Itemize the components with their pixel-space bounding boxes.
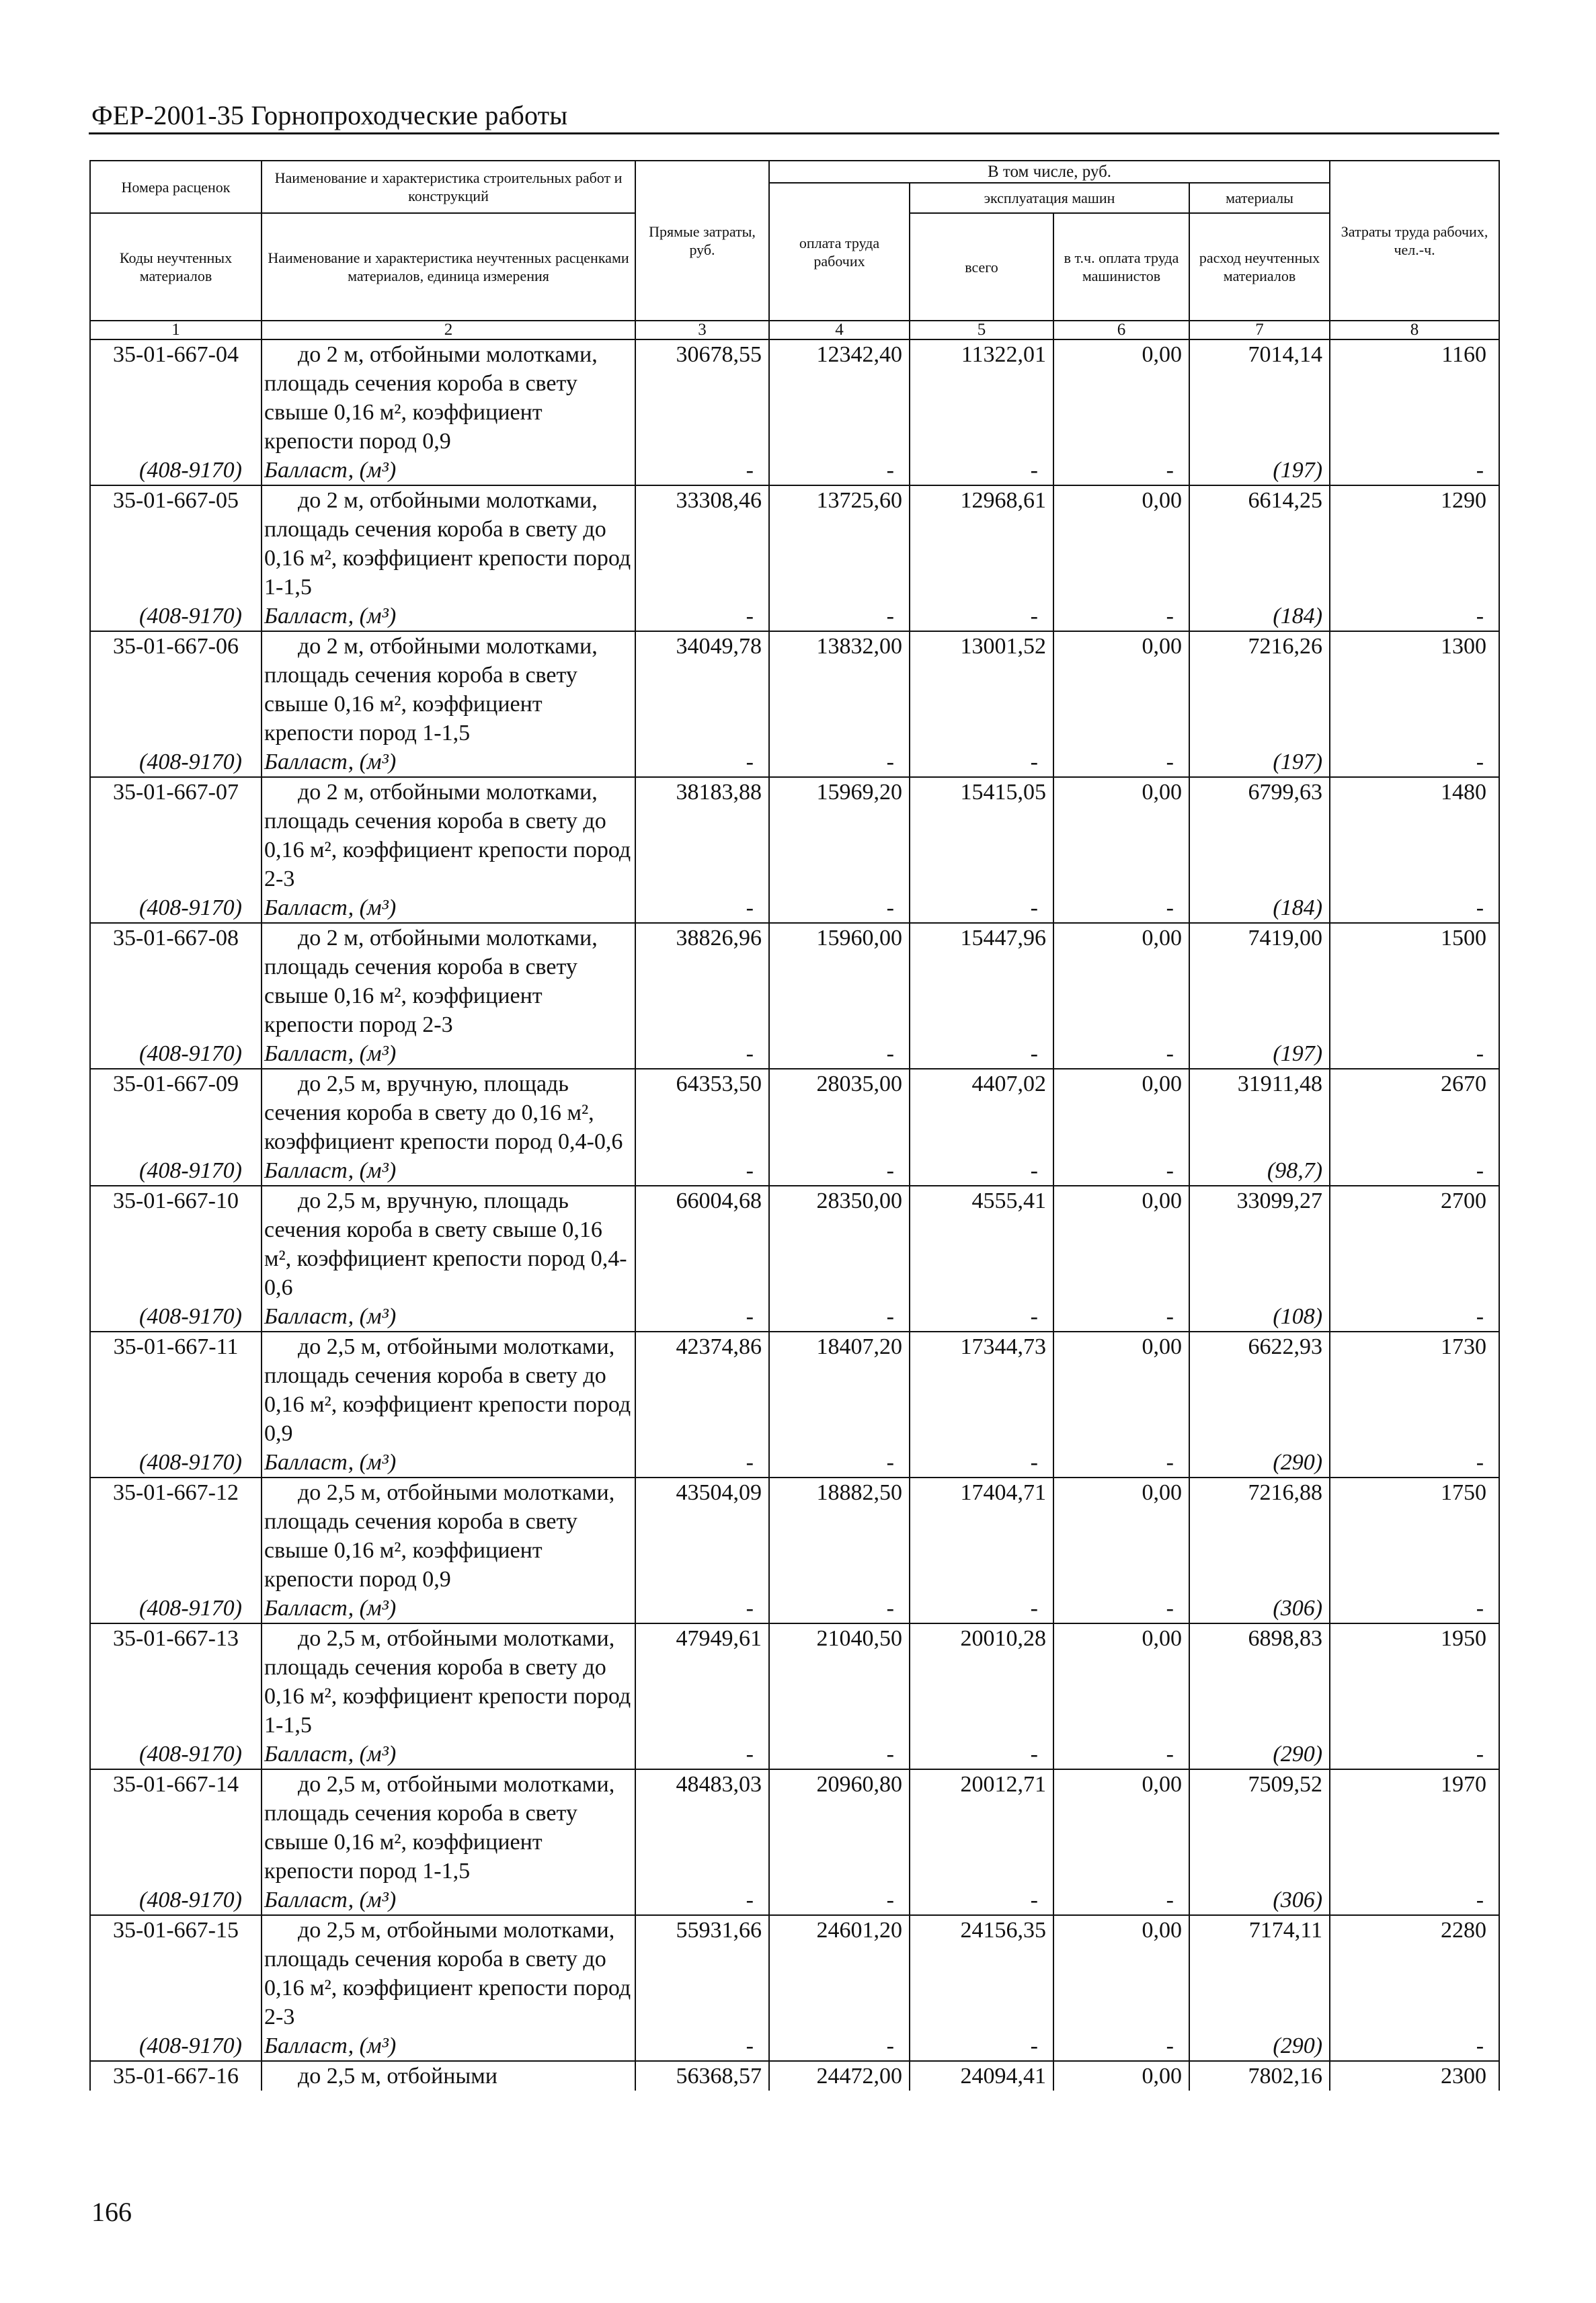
material-quantity: (290) bbox=[1189, 2031, 1330, 2061]
machine-total-dash: - bbox=[910, 2031, 1053, 2061]
direct-costs: 66004,68 bbox=[635, 1186, 769, 1302]
rate-code: 35-01-667-13 bbox=[90, 1623, 262, 1740]
material-row bbox=[90, 1740, 1499, 1769]
header-work-name: Наименование и характеристика строительных работ и конструкций bbox=[262, 161, 635, 213]
labor-hours: 1730 bbox=[1330, 1332, 1499, 1448]
direct-costs-dash: - bbox=[635, 893, 769, 923]
work-description-text: до 2,5 м, отбойными молотками, площадь сечения короба в свету до 0,16 м², коэффициент крепости пород 2-3 bbox=[264, 1918, 631, 2029]
material-code: (408-9170) bbox=[90, 1448, 262, 1478]
direct-costs: 55931,66 bbox=[635, 1915, 769, 2031]
rate-code: 35-01-667-16 bbox=[90, 2061, 262, 2091]
machine-total: 15415,05 bbox=[910, 777, 1053, 893]
material-row bbox=[90, 748, 1499, 777]
labor-hours: 1750 bbox=[1330, 1478, 1499, 1594]
material-row bbox=[90, 1448, 1499, 1478]
direct-costs: 42374,86 bbox=[635, 1332, 769, 1448]
direct-costs: 64353,50 bbox=[635, 1069, 769, 1156]
material-name: Балласт, (м³) bbox=[262, 1594, 635, 1623]
worker-pay: 15969,20 bbox=[769, 777, 910, 893]
labor-hours-dash: - bbox=[1330, 748, 1499, 777]
worker-pay: 24472,00 bbox=[769, 2061, 910, 2091]
direct-costs-dash: - bbox=[635, 1302, 769, 1332]
machine-total-dash: - bbox=[910, 1039, 1053, 1069]
labor-hours: 2300 bbox=[1330, 2061, 1499, 2091]
header-machine-operation: эксплуатация машин bbox=[910, 183, 1189, 213]
machinist-pay-dash: - bbox=[1053, 1156, 1189, 1186]
table-row bbox=[90, 1069, 1499, 1156]
material-quantity: (184) bbox=[1189, 893, 1330, 923]
machinist-pay-dash: - bbox=[1053, 1886, 1189, 1915]
machinist-pay-dash: - bbox=[1053, 1740, 1189, 1769]
worker-pay: 18882,50 bbox=[769, 1478, 910, 1594]
labor-hours-dash: - bbox=[1330, 1886, 1499, 1915]
header-machine-total: всего bbox=[910, 213, 1053, 321]
header-unaccounted-codes: Коды неучтенных материалов bbox=[90, 213, 262, 321]
worker-pay-dash: - bbox=[769, 1740, 910, 1769]
work-description-text: до 2 м, отбойными молотками, площадь сечения короба в свету до 0,16 м², коэффициент крепости пород 1-1,5 bbox=[264, 488, 631, 600]
material-quantity: (197) bbox=[1189, 456, 1330, 485]
worker-pay-dash: - bbox=[769, 1448, 910, 1478]
material-code: (408-9170) bbox=[90, 1740, 262, 1769]
work-description bbox=[262, 1069, 635, 1156]
work-description-text: до 2,5 м, отбойными молотками, площадь сечения короба в свету до 0,16 м², коэффициент крепости пород 1-1,5 bbox=[264, 1626, 631, 1738]
machine-total: 20012,71 bbox=[910, 1769, 1053, 1886]
material-code: (408-9170) bbox=[90, 602, 262, 631]
machinist-pay: 0,00 bbox=[1053, 1332, 1189, 1448]
header-col-number: 6 bbox=[1053, 321, 1189, 339]
material-row bbox=[90, 1302, 1499, 1332]
worker-pay-dash: - bbox=[769, 1156, 910, 1186]
direct-costs: 38183,88 bbox=[635, 777, 769, 893]
material-row bbox=[90, 1886, 1499, 1915]
work-description-text: до 2 м, отбойными молотками, площадь сечения короба в свету свыше 0,16 м², коэффициент крепости пород 0,9 bbox=[264, 342, 598, 454]
machinist-pay: 0,00 bbox=[1053, 631, 1189, 748]
rates-table bbox=[89, 160, 1500, 2091]
machinist-pay: 0,00 bbox=[1053, 777, 1189, 893]
material-code: (408-9170) bbox=[90, 1039, 262, 1069]
work-description bbox=[262, 1478, 635, 1594]
worker-pay: 20960,80 bbox=[769, 1769, 910, 1886]
work-description bbox=[262, 485, 635, 602]
work-description-text: до 2,5 м, отбойными молотками, площадь сечения короба в свету до 0,16 м², коэффициент крепости пород 0,9 bbox=[264, 1334, 631, 1446]
worker-pay-dash: - bbox=[769, 602, 910, 631]
worker-pay: 21040,50 bbox=[769, 1623, 910, 1740]
direct-costs-dash: - bbox=[635, 456, 769, 485]
material-quantity: (184) bbox=[1189, 602, 1330, 631]
header-material-consumption: расход неучтенных материалов bbox=[1189, 213, 1330, 321]
material-quantity: (290) bbox=[1189, 1740, 1330, 1769]
machine-total: 4555,41 bbox=[910, 1186, 1053, 1302]
direct-costs: 56368,57 bbox=[635, 2061, 769, 2091]
material-row bbox=[90, 893, 1499, 923]
labor-hours-dash: - bbox=[1330, 893, 1499, 923]
rate-code: 35-01-667-06 bbox=[90, 631, 262, 748]
work-description-text: до 2 м, отбойными молотками, площадь сечения короба в свету до 0,16 м², коэффициент крепости пород 2-3 bbox=[264, 780, 631, 891]
rate-code: 35-01-667-12 bbox=[90, 1478, 262, 1594]
material-code: (408-9170) bbox=[90, 1156, 262, 1186]
direct-costs: 47949,61 bbox=[635, 1623, 769, 1740]
machinist-pay: 0,00 bbox=[1053, 1915, 1189, 2031]
header-worker-pay: оплата труда рабочих bbox=[769, 183, 910, 321]
machine-total: 17404,71 bbox=[910, 1478, 1053, 1594]
table-row bbox=[90, 2061, 1499, 2091]
machine-total-dash: - bbox=[910, 1886, 1053, 1915]
worker-pay: 24601,20 bbox=[769, 1915, 910, 2031]
header-direct-costs: Прямые затраты, руб. bbox=[635, 161, 769, 321]
materials-cost: 7802,16 bbox=[1189, 2061, 1330, 2091]
worker-pay: 28350,00 bbox=[769, 1186, 910, 1302]
material-name: Балласт, (м³) bbox=[262, 1886, 635, 1915]
material-quantity: (290) bbox=[1189, 1448, 1330, 1478]
table-body bbox=[90, 339, 1499, 2091]
header-including: В том числе, руб. bbox=[769, 161, 1330, 183]
machine-total: 4407,02 bbox=[910, 1069, 1053, 1156]
work-description-text: до 2,5 м, вручную, площадь сечения короба в свету до 0,16 м², коэффициент крепости пород 0,4-0,6 bbox=[264, 1072, 623, 1154]
header-labor-hours: Затраты труда рабочих, чел.-ч. bbox=[1330, 161, 1499, 321]
table-row bbox=[90, 339, 1499, 456]
machine-total: 12968,61 bbox=[910, 485, 1053, 602]
rate-code: 35-01-667-11 bbox=[90, 1332, 262, 1448]
labor-hours: 1160 bbox=[1330, 339, 1499, 456]
header-rate-numbers: Номера расценок bbox=[90, 161, 262, 213]
labor-hours: 1950 bbox=[1330, 1623, 1499, 1740]
machine-total-dash: - bbox=[910, 1156, 1053, 1186]
direct-costs: 30678,55 bbox=[635, 339, 769, 456]
material-row bbox=[90, 1039, 1499, 1069]
labor-hours-dash: - bbox=[1330, 602, 1499, 631]
materials-cost: 31911,48 bbox=[1189, 1069, 1330, 1156]
header-col-number: 4 bbox=[769, 321, 910, 339]
material-name: Балласт, (м³) bbox=[262, 1039, 635, 1069]
worker-pay-dash: - bbox=[769, 748, 910, 777]
direct-costs: 34049,78 bbox=[635, 631, 769, 748]
table-row bbox=[90, 1332, 1499, 1448]
machinist-pay-dash: - bbox=[1053, 456, 1189, 485]
material-row bbox=[90, 1594, 1499, 1623]
header-col-number: 2 bbox=[262, 321, 635, 339]
rate-code: 35-01-667-04 bbox=[90, 339, 262, 456]
header-col-number: 1 bbox=[90, 321, 262, 339]
materials-cost: 6622,93 bbox=[1189, 1332, 1330, 1448]
machinist-pay: 0,00 bbox=[1053, 1623, 1189, 1740]
machine-total-dash: - bbox=[910, 893, 1053, 923]
work-description bbox=[262, 777, 635, 893]
machinist-pay-dash: - bbox=[1053, 2031, 1189, 2061]
worker-pay-dash: - bbox=[769, 893, 910, 923]
table-row bbox=[90, 1915, 1499, 2031]
material-code: (408-9170) bbox=[90, 2031, 262, 2061]
machinist-pay-dash: - bbox=[1053, 602, 1189, 631]
materials-cost: 7216,88 bbox=[1189, 1478, 1330, 1594]
rate-code: 35-01-667-14 bbox=[90, 1769, 262, 1886]
table-row bbox=[90, 923, 1499, 1039]
machinist-pay: 0,00 bbox=[1053, 1069, 1189, 1156]
worker-pay-dash: - bbox=[769, 1039, 910, 1069]
table-row bbox=[90, 1186, 1499, 1302]
material-name: Балласт, (м³) bbox=[262, 1302, 635, 1332]
machinist-pay: 0,00 bbox=[1053, 485, 1189, 602]
labor-hours-dash: - bbox=[1330, 1740, 1499, 1769]
machine-total-dash: - bbox=[910, 1740, 1053, 1769]
labor-hours-dash: - bbox=[1330, 456, 1499, 485]
machinist-pay: 0,00 bbox=[1053, 1769, 1189, 1886]
header-unaccounted-name: Наименование и характеристика неучтенных расценками материалов, единица измерения bbox=[262, 213, 635, 321]
labor-hours-dash: - bbox=[1330, 2031, 1499, 2061]
material-name: Балласт, (м³) bbox=[262, 1156, 635, 1186]
work-description-text: до 2 м, отбойными молотками, площадь сечения короба в свету свыше 0,16 м², коэффициент крепости пород 1-1,5 bbox=[264, 634, 598, 745]
worker-pay: 13725,60 bbox=[769, 485, 910, 602]
header-machinist-pay: в т.ч. оплата труда машинистов bbox=[1053, 213, 1189, 321]
rate-code: 35-01-667-09 bbox=[90, 1069, 262, 1156]
direct-costs-dash: - bbox=[635, 1156, 769, 1186]
work-description-text: до 2,5 м, вручную, площадь сечения короба в свету свыше 0,16 м², коэффициент крепости пород 0,4-0,6 bbox=[264, 1188, 627, 1300]
work-description bbox=[262, 1186, 635, 1302]
worker-pay-dash: - bbox=[769, 1594, 910, 1623]
work-description-text: до 2,5 м, отбойными молотками, площадь сечения короба в свету свыше 0,16 м², коэффициент крепости пород 0,9 bbox=[264, 1480, 615, 1592]
machinist-pay-dash: - bbox=[1053, 893, 1189, 923]
direct-costs: 38826,96 bbox=[635, 923, 769, 1039]
table-row bbox=[90, 777, 1499, 893]
table-row bbox=[90, 1769, 1499, 1886]
machinist-pay: 0,00 bbox=[1053, 1186, 1189, 1302]
worker-pay: 15960,00 bbox=[769, 923, 910, 1039]
machine-total: 13001,52 bbox=[910, 631, 1053, 748]
direct-costs-dash: - bbox=[635, 2031, 769, 2061]
machinist-pay-dash: - bbox=[1053, 1448, 1189, 1478]
worker-pay: 12342,40 bbox=[769, 339, 910, 456]
machinist-pay-dash: - bbox=[1053, 1594, 1189, 1623]
work-description-text: до 2 м, отбойными молотками, площадь сечения короба в свету свыше 0,16 м², коэффициент крепости пород 2-3 bbox=[264, 926, 598, 1037]
work-description-text: до 2,5 м, отбойными молотками, площадь сечения короба в свету свыше 0,16 м², коэффициент крепости пород 1-1,5 bbox=[264, 1772, 615, 1884]
materials-cost: 6799,63 bbox=[1189, 777, 1330, 893]
work-description bbox=[262, 339, 635, 456]
material-quantity: (306) bbox=[1189, 1594, 1330, 1623]
materials-cost: 7419,00 bbox=[1189, 923, 1330, 1039]
page-number: 166 bbox=[91, 2197, 132, 2227]
labor-hours: 2280 bbox=[1330, 1915, 1499, 2031]
machine-total: 24094,41 bbox=[910, 2061, 1053, 2091]
machinist-pay: 0,00 bbox=[1053, 339, 1189, 456]
material-name: Балласт, (м³) bbox=[262, 602, 635, 631]
labor-hours: 1480 bbox=[1330, 777, 1499, 893]
material-quantity: (306) bbox=[1189, 1886, 1330, 1915]
materials-cost: 33099,27 bbox=[1189, 1186, 1330, 1302]
machinist-pay-dash: - bbox=[1053, 748, 1189, 777]
header-col-number: 7 bbox=[1189, 321, 1330, 339]
header-materials: материалы bbox=[1189, 183, 1330, 213]
machine-total: 11322,01 bbox=[910, 339, 1053, 456]
labor-hours: 2700 bbox=[1330, 1186, 1499, 1302]
worker-pay-dash: - bbox=[769, 1886, 910, 1915]
direct-costs: 43504,09 bbox=[635, 1478, 769, 1594]
direct-costs: 33308,46 bbox=[635, 485, 769, 602]
direct-costs-dash: - bbox=[635, 1594, 769, 1623]
work-description bbox=[262, 2061, 635, 2091]
direct-costs-dash: - bbox=[635, 1448, 769, 1478]
direct-costs-dash: - bbox=[635, 1039, 769, 1069]
machine-total-dash: - bbox=[910, 1594, 1053, 1623]
direct-costs-dash: - bbox=[635, 602, 769, 631]
materials-cost: 7216,26 bbox=[1189, 631, 1330, 748]
machine-total: 15447,96 bbox=[910, 923, 1053, 1039]
materials-cost: 6614,25 bbox=[1189, 485, 1330, 602]
material-row bbox=[90, 602, 1499, 631]
worker-pay: 18407,20 bbox=[769, 1332, 910, 1448]
direct-costs: 48483,03 bbox=[635, 1769, 769, 1886]
material-name: Балласт, (м³) bbox=[262, 1740, 635, 1769]
labor-hours: 1500 bbox=[1330, 923, 1499, 1039]
work-description bbox=[262, 923, 635, 1039]
worker-pay-dash: - bbox=[769, 1302, 910, 1332]
work-description bbox=[262, 631, 635, 748]
worker-pay-dash: - bbox=[769, 2031, 910, 2061]
material-quantity: (108) bbox=[1189, 1302, 1330, 1332]
materials-cost: 7509,52 bbox=[1189, 1769, 1330, 1886]
labor-hours: 1300 bbox=[1330, 631, 1499, 748]
worker-pay: 13832,00 bbox=[769, 631, 910, 748]
material-name: Балласт, (м³) bbox=[262, 456, 635, 485]
rate-code: 35-01-667-15 bbox=[90, 1915, 262, 2031]
work-description-text: до 2,5 м, отбойными bbox=[298, 2064, 497, 2089]
table-row bbox=[90, 631, 1499, 748]
labor-hours: 1290 bbox=[1330, 485, 1499, 602]
header-col-number: 8 bbox=[1330, 321, 1499, 339]
material-name: Балласт, (м³) bbox=[262, 748, 635, 777]
machine-total-dash: - bbox=[910, 748, 1053, 777]
materials-cost: 7174,11 bbox=[1189, 1915, 1330, 2031]
labor-hours: 2670 bbox=[1330, 1069, 1499, 1156]
labor-hours-dash: - bbox=[1330, 1302, 1499, 1332]
machinist-pay-dash: - bbox=[1053, 1039, 1189, 1069]
material-code: (408-9170) bbox=[90, 1594, 262, 1623]
material-row bbox=[90, 1156, 1499, 1186]
machine-total-dash: - bbox=[910, 456, 1053, 485]
material-code: (408-9170) bbox=[90, 1886, 262, 1915]
material-code: (408-9170) bbox=[90, 748, 262, 777]
table-row bbox=[90, 485, 1499, 602]
direct-costs-dash: - bbox=[635, 748, 769, 777]
worker-pay: 28035,00 bbox=[769, 1069, 910, 1156]
title-rule bbox=[89, 132, 1499, 134]
machinist-pay: 0,00 bbox=[1053, 2061, 1189, 2091]
rate-code: 35-01-667-07 bbox=[90, 777, 262, 893]
material-code: (408-9170) bbox=[90, 1302, 262, 1332]
direct-costs-dash: - bbox=[635, 1740, 769, 1769]
material-code: (408-9170) bbox=[90, 893, 262, 923]
direct-costs-dash: - bbox=[635, 1886, 769, 1915]
machine-total-dash: - bbox=[910, 1302, 1053, 1332]
page-title: ФЕР-2001-35 Горнопроходческие работы bbox=[91, 100, 568, 130]
material-row bbox=[90, 456, 1499, 485]
rate-code: 35-01-667-08 bbox=[90, 923, 262, 1039]
materials-cost: 7014,14 bbox=[1189, 339, 1330, 456]
header-col-number: 5 bbox=[910, 321, 1053, 339]
labor-hours-dash: - bbox=[1330, 1594, 1499, 1623]
machine-total-dash: - bbox=[910, 1448, 1053, 1478]
machine-total: 20010,28 bbox=[910, 1623, 1053, 1740]
material-quantity: (197) bbox=[1189, 748, 1330, 777]
worker-pay-dash: - bbox=[769, 456, 910, 485]
machinist-pay: 0,00 bbox=[1053, 923, 1189, 1039]
material-name: Балласт, (м³) bbox=[262, 893, 635, 923]
rate-code: 35-01-667-05 bbox=[90, 485, 262, 602]
machinist-pay-dash: - bbox=[1053, 1302, 1189, 1332]
work-description bbox=[262, 1915, 635, 2031]
material-name: Балласт, (м³) bbox=[262, 2031, 635, 2061]
labor-hours-dash: - bbox=[1330, 1448, 1499, 1478]
machinist-pay: 0,00 bbox=[1053, 1478, 1189, 1594]
material-name: Балласт, (м³) bbox=[262, 1448, 635, 1478]
header-col-number: 3 bbox=[635, 321, 769, 339]
machine-total-dash: - bbox=[910, 602, 1053, 631]
material-quantity: (98,7) bbox=[1189, 1156, 1330, 1186]
table-row bbox=[90, 1478, 1499, 1594]
rate-code: 35-01-667-10 bbox=[90, 1186, 262, 1302]
labor-hours: 1970 bbox=[1330, 1769, 1499, 1886]
work-description bbox=[262, 1769, 635, 1886]
table-row bbox=[90, 1623, 1499, 1740]
materials-cost: 6898,83 bbox=[1189, 1623, 1330, 1740]
machine-total: 24156,35 bbox=[910, 1915, 1053, 2031]
work-description bbox=[262, 1332, 635, 1448]
material-code: (408-9170) bbox=[90, 456, 262, 485]
labor-hours-dash: - bbox=[1330, 1039, 1499, 1069]
material-row bbox=[90, 2031, 1499, 2061]
machine-total: 17344,73 bbox=[910, 1332, 1053, 1448]
labor-hours-dash: - bbox=[1330, 1156, 1499, 1186]
work-description bbox=[262, 1623, 635, 1740]
material-quantity: (197) bbox=[1189, 1039, 1330, 1069]
